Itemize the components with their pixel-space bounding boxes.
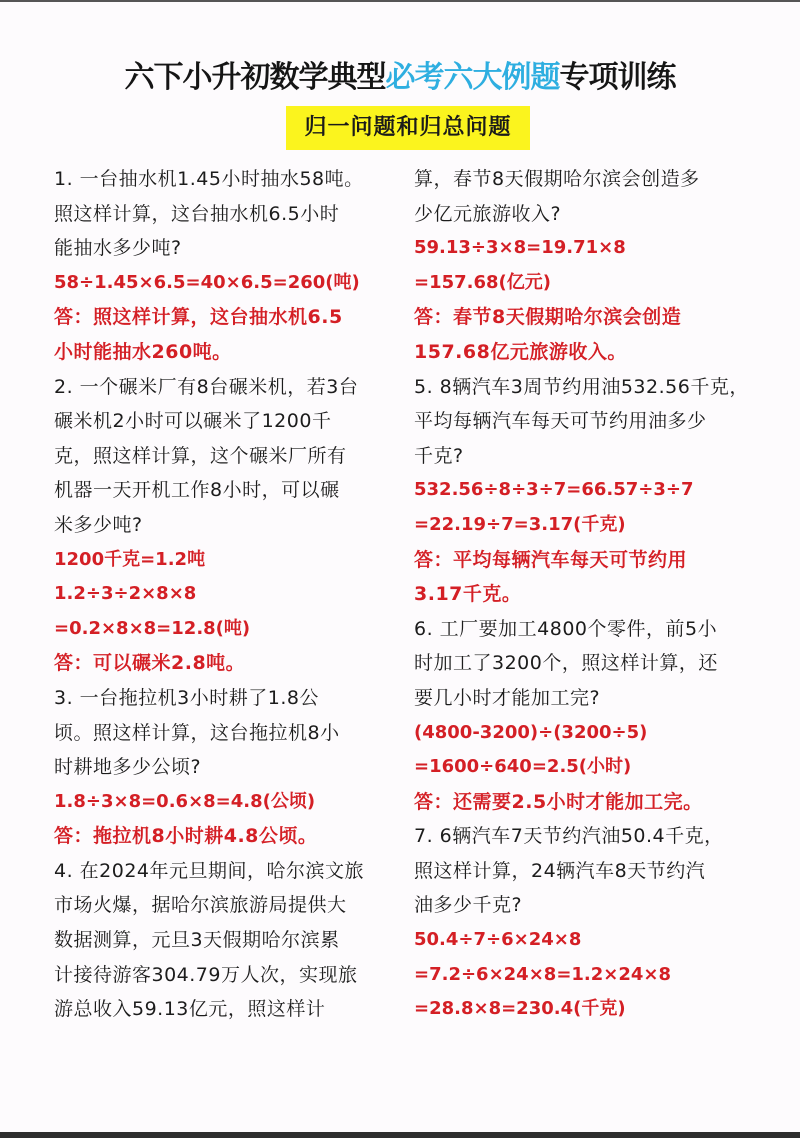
title-suffix: 专项训练 [559,60,676,95]
title-highlight: 必考六大例题 [385,60,560,95]
top-border [0,0,800,2]
question-line: 时耕地多少公顷? [54,756,202,779]
question-line: 油多少千克? [414,894,523,917]
question-line: 7. 6辆汽车7天节约汽油50.4千克， [414,825,724,848]
question-line: 游总收入59.13亿元，照这样计 [54,998,326,1021]
calculation-line: (4800-3200)÷(3200÷5) [414,721,648,743]
answer-line: 答：平均每辆汽车每天可节约用 [414,548,688,571]
question-line: 平均每辆汽车每天可节约用油多少 [414,410,707,433]
question-line: 少亿元旅游收入? [414,202,562,225]
question-line: 能抽水多少吨? [54,237,182,260]
title-prefix: 六下小升初数学典型 [124,60,386,95]
question-line: 3. 一台拖拉机3小时耕了1.8公 [54,686,319,709]
question-line: 机器一天开机工作8小时，可以碾 [54,479,340,502]
question-line: 5. 8辆汽车3周节约用油532.56千克， [414,375,749,398]
answer-line: 答：春节8天假期哈尔滨会创造 [414,306,682,329]
question-line: 照这样计算，24辆汽车8天节约汽 [414,859,706,882]
calculation-line: =28.8×8=230.4(千克) [414,998,626,1020]
question-line: 时加工了3200个，照这样计算，还 [414,652,718,675]
section-subtitle: 归一问题和归总问题 [286,106,530,150]
calculation-line: 532.56÷8÷3÷7=66.57÷3÷7 [414,479,694,501]
calculation-line: 50.4÷7÷6×24×8 [414,929,582,951]
question-line: 照这样计算，这台抽水机6.5小时 [54,202,340,225]
question-line: 米多少吨? [54,513,143,536]
left-column [54,162,400,1027]
question-line: 千克? [414,444,464,467]
answer-line: 3.17千克。 [414,583,522,606]
question-line: 4. 在2024年元旦期间，哈尔滨文旅 [54,859,365,882]
question-line: 数据测算，元旦3天假期哈尔滨累 [54,929,340,952]
bottom-border [0,1132,800,1138]
question-line: 克，照这样计算，这个碾米厂所有 [54,444,347,467]
answer-line: 答：照这样计算，这台抽水机6.5 [54,306,343,329]
question-line: 要几小时才能加工完? [414,686,601,709]
answer-line: 小时能抽水260吨。 [54,340,232,363]
answer-line: 答：还需要2.5小时才能加工完。 [414,790,703,813]
question-line: 市场火爆，据哈尔滨旅游局提供大 [54,894,347,917]
question-line: 1. 一台抽水机1.45小时抽水58吨。 [54,168,364,190]
calculation-line: =0.2×8×8=12.8(吨) [54,617,251,639]
calculation-line: 1.2÷3÷2×8×8 [54,583,197,605]
calculation-line: 1200千克=1.2吨 [54,548,206,570]
calculation-line: 58÷1.45×6.5=40×6.5=260(吨) [54,271,360,293]
answer-line: 答：拖拉机8小时耕4.8公顷。 [54,825,318,848]
question-line: 6. 工厂要加工4800个零件，前5小 [414,617,718,640]
calculation-line: =7.2÷6×24×8=1.2×24×8 [414,963,672,985]
calculation-line: 1.8÷3×8=0.6×8=4.8(公顷) [54,790,316,812]
question-line: 算，春节8天假期哈尔滨会创造多 [414,168,700,190]
page-title [0,58,800,98]
question-line: 碾米机2小时可以碾米了1200千 [54,410,332,433]
right-column [414,162,760,1027]
calculation-line: =1600÷640=2.5(小时) [414,756,632,778]
question-line: 顷。照这样计算，这台拖拉机8小 [54,721,340,744]
answer-line: 157.68亿元旅游收入。 [414,340,627,363]
answer-line: 答：可以碾米2.8吨。 [54,652,246,675]
question-line: 计接待游客304.79万人次，实现旅 [54,963,358,986]
calculation-line: =157.68(亿元) [414,271,551,293]
question-line: 2. 一个碾米厂有8台碾米机，若3台 [54,375,359,398]
calculation-line: 59.13÷3×8=19.71×8 [414,237,626,259]
calculation-line: =22.19÷7=3.17(千克) [414,513,626,535]
